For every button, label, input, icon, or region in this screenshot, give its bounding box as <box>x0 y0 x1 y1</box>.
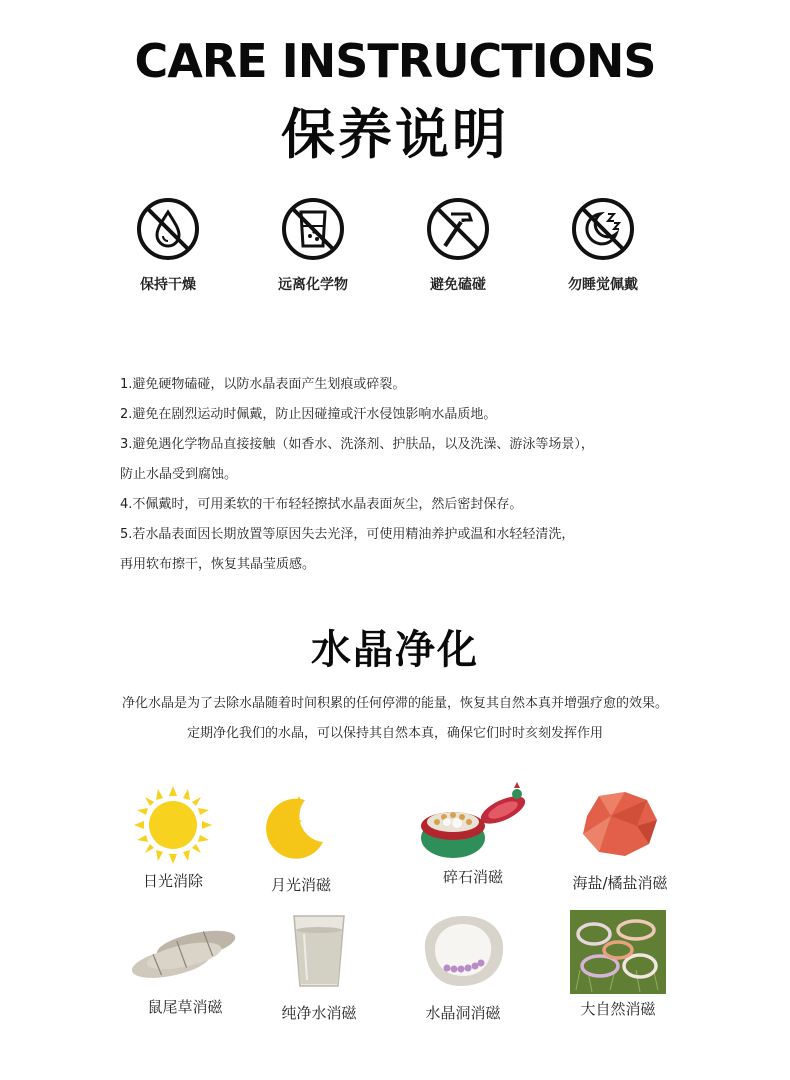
crystal-geode-icon <box>417 912 509 990</box>
method-label: 大自然消磁 <box>580 1000 656 1018</box>
instructions-list <box>120 370 740 580</box>
care-label: 保持干燥 <box>140 277 196 293</box>
instruction-line: 再用软布擦干，恢复其晶莹质感。 <box>120 557 316 572</box>
instruction-line: 2.避免在剧烈运动时佩戴，防止因碰撞或汗水侵蚀影响水晶质地。 <box>120 407 497 422</box>
method-label: 碎石消磁 <box>442 868 503 886</box>
method-label: 水晶洞消磁 <box>425 1004 501 1022</box>
salt-rock-icon <box>577 786 663 864</box>
method-geode <box>388 912 538 1023</box>
care-item-hammer <box>393 196 523 294</box>
method-salt <box>545 786 695 893</box>
method-label: 日光消除 <box>142 872 203 890</box>
purification-intro-1: 净化水晶是为了去除水晶随着时间积累的任何停滞的能量，恢复其自然本真并增强疗愈的效果。 <box>121 696 668 711</box>
care-label: 避免磕碰 <box>430 277 486 293</box>
crystal-bowl-icon <box>417 780 529 864</box>
instruction-line: 1.避免硬物磕碰，以防水晶表面产生划痕或碎裂。 <box>120 377 406 392</box>
instruction-line: 5.若水晶表面因长期放置等原因失去光泽，可使用精油养护或温和水轻轻清洗， <box>120 527 575 542</box>
method-label: 海盐/橘盐消磁 <box>572 874 668 892</box>
method-water <box>244 912 394 1023</box>
care-item-sleep <box>538 196 668 294</box>
nature-grass-icon <box>570 910 666 994</box>
method-label: 月光消磁 <box>270 876 331 894</box>
method-crystal-bowl <box>403 780 543 887</box>
method-moonlight <box>226 788 376 895</box>
purification-intro-2: 定期净化我们的水晶，可以保持其自然本真，确保它们时时亥刻发挥作用 <box>186 726 603 741</box>
sun-icon <box>132 784 214 866</box>
title-chinese: 保养说明 <box>281 103 509 166</box>
sage-bundle-icon <box>123 918 247 984</box>
instruction-line: 4.不佩戴时，可用柔软的干布轻轻擦拭水晶表面灰尘，然后密封保存。 <box>120 497 523 512</box>
title-english: CARE INSTRUCTIONS <box>134 34 656 88</box>
no-sleep-icon <box>570 196 636 262</box>
instruction-line: 防止水晶受到腐蚀。 <box>120 467 238 482</box>
water-glass-icon <box>290 912 348 990</box>
method-nature <box>543 910 693 1019</box>
moon-icon <box>261 788 341 866</box>
no-chemicals-icon <box>280 196 346 262</box>
no-water-icon <box>135 196 201 262</box>
instruction-line: 3.避免遇化学物品直接接触（如香水、洗涤剂、护肤品，以及洗澡、游泳等场景）， <box>120 437 594 452</box>
purification-title: 水晶净化 <box>311 627 479 673</box>
no-hammer-icon <box>425 196 491 262</box>
method-label: 鼠尾草消磁 <box>147 998 223 1016</box>
method-label: 纯净水消磁 <box>281 1004 357 1022</box>
care-item-dry <box>103 196 233 294</box>
care-label: 远离化学物 <box>278 277 348 293</box>
method-sage <box>110 918 260 1017</box>
care-item-chemicals <box>248 196 378 294</box>
care-label: 勿睡觉佩戴 <box>568 277 638 293</box>
